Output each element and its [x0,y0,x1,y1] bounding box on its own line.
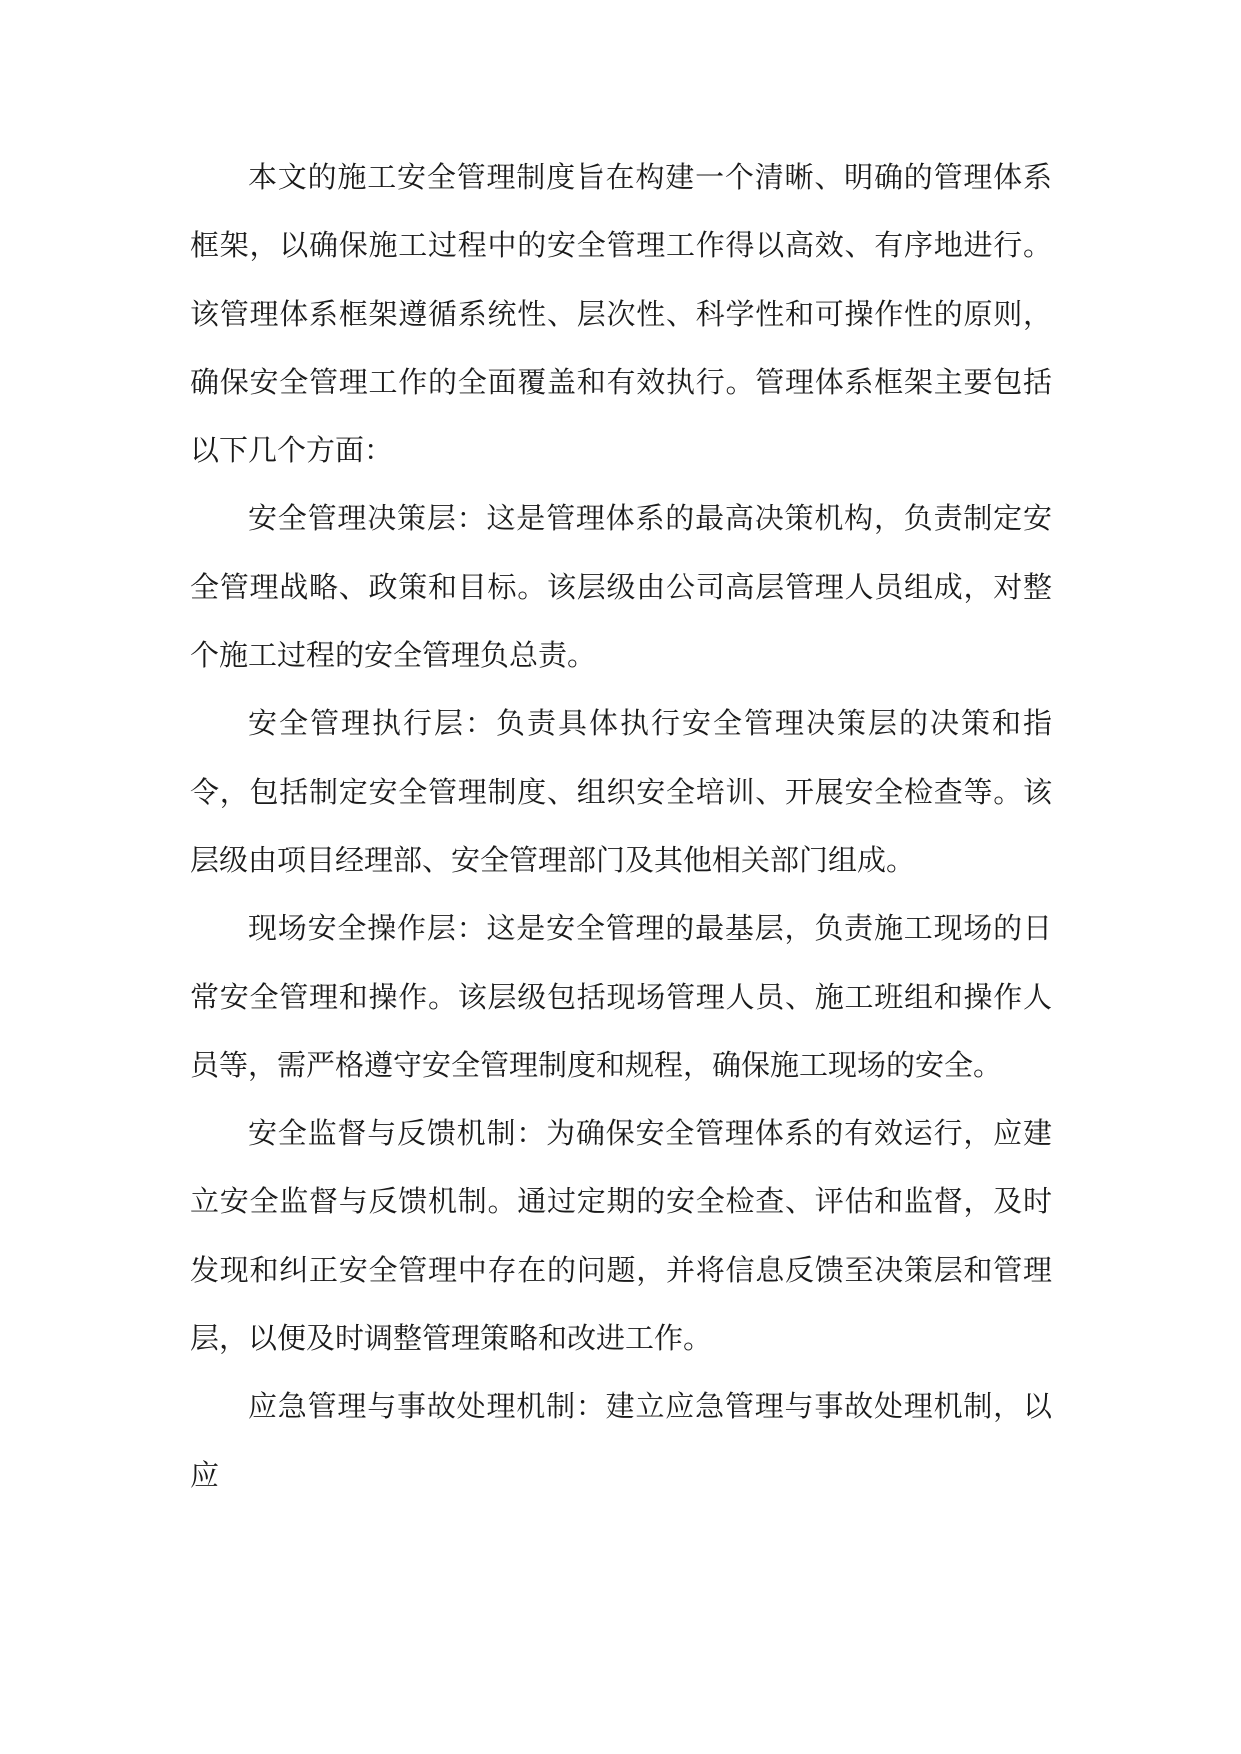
document-body [190,143,1052,1509]
paragraph-execution-layer: 安全管理执行层：负责具体执行安全管理决策层的决策和指令，包括制定安全管理制度、组织安全培训、开展安全检查等。该层级由项目经理部、安全管理部门及其他相关部门组成。 [190,706,1052,877]
paragraph-intro: 本文的施工安全管理制度旨在构建一个清晰、明确的管理体系框架，以确保施工过程中的安全管理工作得以高效、有序地进行。该管理体系框架遵循系统性、层次性、科学性和可操作性的原则，确保安全管理工作的全面覆盖和有效执行。管理体系框架主要包括以下几个方面： [190,160,1052,468]
paragraph-emergency-mechanism: 应急管理与事故处理机制：建立应急管理与事故处理机制，以应 [190,1389,1052,1492]
paragraph-supervision-mechanism: 安全监督与反馈机制：为确保安全管理体系的有效运行，应建立安全监督与反馈机制。通过定期的安全检查、评估和监督，及时发现和纠正安全管理中存在的问题，并将信息反馈至决策层和管理层，以便及时调整管理策略和改进工作。 [190,1116,1052,1356]
paragraph-decision-layer: 安全管理决策层：这是管理体系的最高决策机构，负责制定安全管理战略、政策和目标。该层级由公司高层管理人员组成，对整个施工过程的安全管理负总责。 [190,501,1052,673]
paragraph-operation-layer: 现场安全操作层：这是安全管理的最基层，负责施工现场的日常安全管理和操作。该层级包括现场管理人员、施工班组和操作人员等，需严格遵守安全管理制度和规程，确保施工现场的安全。 [190,911,1052,1082]
